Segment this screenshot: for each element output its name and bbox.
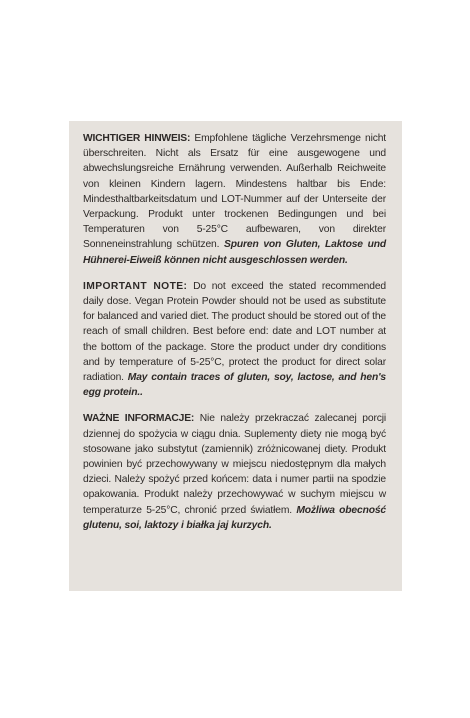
section-heading: WICHTIGER HINWEIS: [83,133,191,144]
section-body: Empfohlene tägliche Verzehrsmenge nicht überschreiten. Nicht als Ersatz für eine ausgewogene und abwechslungsreiche Ernährung verwenden. Außerhalb Reichweite von kleinen Kindern lagern. Mindestens haltbar bis Ende: Mindesthaltbarkeitsdatum und LOT-Nummer auf der Unterseite der Verpackung. Produkt unter trockenen Bedingungen und bei Temperaturen von 5-25°C aufbewaren, von direkter Sonneneinstrahlung schützen. [83,133,386,251]
allergen-notice: Możliwa obecność glutenu, soi, laktozy i białka jaj kurzych. [83,504,387,531]
section-body: Nie należy przekraczać zalecanej porcji dziennej do spożycia w ciągu dnia. Suplementy diety nie mogą być stosowane jako substytut (zamiennik) zróżnicowanej diety. Produkt powinien być przechowywany w miejscu niedostępnym dla małych dzieci. Należy spożyć przed końcem: data i numer partii na spodzie opakowania. Produkt należy przechowywać w suchym miejscu w temperaturze 5-25°C, chronić przed światłem. [83,413,386,516]
allergen-notice: Spuren von Gluten, Laktose und Hühnerei-Eiweiß können nicht ausgeschlossen werden. [83,239,386,266]
section-heading: WAŻNE INFORMACJE: [83,413,195,425]
product-label-panel [69,121,402,591]
warning-section-polish [83,411,386,533]
allergen-notice: May contain traces of gluten, soy, lactose, and hen's egg protein.. [83,372,386,399]
section-body: Do not exceed the stated recommended daily dose. Vegan Protein Powder should not be used as substitute for balanced and varied diet. The product should be stored out of the reach of small children. Best before end: date and LOT number at the bottom of the package. Store the product under dry conditions and by temperature of 5-25°C, protect the product for direct solar radiation. [83,280,386,384]
warning-section-german [83,131,386,268]
section-heading: IMPORTANT NOTE: [83,280,188,292]
warning-section-english [83,279,386,401]
